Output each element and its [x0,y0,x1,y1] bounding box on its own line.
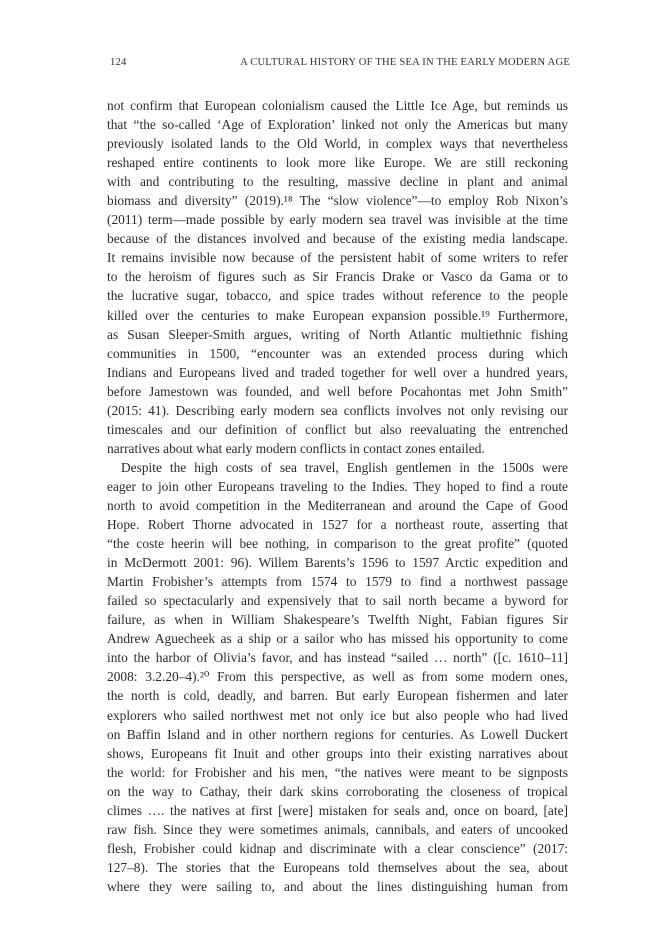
text-line: biomass and diversity” (2019).¹⁸ The “slow violence”—to employ Rob Nixon’s [107,193,568,209]
text-line: north to avoid competition in the Mediterranean and around the Cape of Good [107,497,568,513]
text-line: 2008: 3.2.20–4).²⁰ From this perspective, as well as from some modern ones, [107,669,568,685]
text-line: raw fish. Since they were sometimes animals, cannibals, and eaters of uncooked [107,821,568,837]
text-line: in McDermott 2001: 96). Willem Barents’s 1596 to 1597 Arctic expedition and [107,555,568,571]
text-line: communities in 1500, “encounter was an extended process during which [107,345,568,361]
text-line: on Baffin Island and in other northern regions for centuries. As Lowell Duckert [107,726,568,742]
text-line: Hope. Robert Thorne advocated in 1527 for a northeast route, asserting that [107,517,568,533]
text-line: into the harbor of Olivia’s favor, and has instead “sailed … north” ([c. 1610–11] [107,650,568,666]
text-line: Andrew Aguecheek as a ship or a sailor who has missed his opportunity to come [107,631,568,647]
body-text [107,96,568,896]
text-line: Despite the high costs of sea travel, English gentlemen in the 1500s were [121,459,568,475]
text-line: before Jamestown was founded, and well before Pocahontas met John Smith” [107,383,568,399]
text-line: (2011) term—made possible by early modern sea travel was invisible at the time [107,212,568,228]
text-line: because of the distances involved and because of the existing media landscape. [107,231,568,247]
text-line: not confirm that European colonialism caused the Little Ice Age, but reminds us [107,98,568,113]
text-line: on the way to Cathay, their dark skins corroborating the closeness of tropical [107,783,568,799]
text-line: killed over the centuries to make European expansion possible.¹⁹ Furthermore, [107,307,568,323]
text-line: the world: for Frobisher and his men, “the natives were meant to be signposts [107,764,568,780]
text-line: It remains invisible now because of the persistent habit of some writers to refer [107,250,568,266]
text-line: 127–8). The stories that the Europeans told themselves about the sea, about [107,859,568,875]
text-line: as Susan Sleeper-Smith argues, writing of North Atlantic multiethnic fishing [107,326,568,342]
text-line: previously isolated lands to the Old World, in complex ways that nevertheless [107,136,568,152]
running-title: A CULTURAL HISTORY OF THE SEA IN THE EARLY MODERN AGE [240,57,570,68]
text-line: where they were sailing to, and about the lines distinguishing human from [107,878,568,894]
text-line: with and contributing to the resulting, massive decline in plant and animal [107,174,568,190]
text-line: (2015: 41). Describing early modern sea conflicts involves not only revising our [107,402,568,418]
text-line: explorers who sailed northwest met not only ice but also people who had lived [107,707,568,723]
text-line: reshaped entire continents to look more like Europe. We are still reckoning [107,155,568,171]
text-line: the lucrative sugar, tobacco, and spice trades without reference to the people [107,288,568,304]
text-line: shows, Europeans fit Inuit and other groups into their existing narratives about [107,745,568,761]
text-line: timescales and our definition of conflict but also reevaluating the entrenched [107,421,568,437]
text-line: eager to join other Europeans traveling to the Indies. They hoped to find a route [107,478,568,494]
text-line: climes …. the natives at first [were] mistaken for seals and, once on board, [ate] [107,802,568,818]
text-line: “the coste heerin will bee nothing, in comparison to the great profite” (quoted [107,536,568,552]
text-line: to the heroism of figures such as Sir Francis Drake or Vasco da Gama or to [107,269,568,285]
text-line: failed so spectacularly and expensively that to sail north became a byword for [107,593,568,609]
text-line: Martin Frobisher’s attempts from 1574 to 1579 to find a northwest passage [107,574,568,590]
running-header [110,57,570,68]
page-number: 124 [110,57,127,68]
text-line: narratives about what early modern conflicts in contact zones entailed. [107,440,485,456]
text-line: failure, as when in William Shakespeare’s Twelfth Night, Fabian figures Sir [107,612,568,628]
text-line: the north is cold, deadly, and barren. But early European fishermen and later [107,688,568,704]
text-line: flesh, Frobisher could kidnap and discriminate with a clear conscience” (2017: [107,840,568,856]
text-line: Indians and Europeans lived and traded together for well over a hundred years, [107,364,568,380]
text-line: that “the so-called ‘Age of Exploration’ linked not only the Americas but many [107,117,568,133]
